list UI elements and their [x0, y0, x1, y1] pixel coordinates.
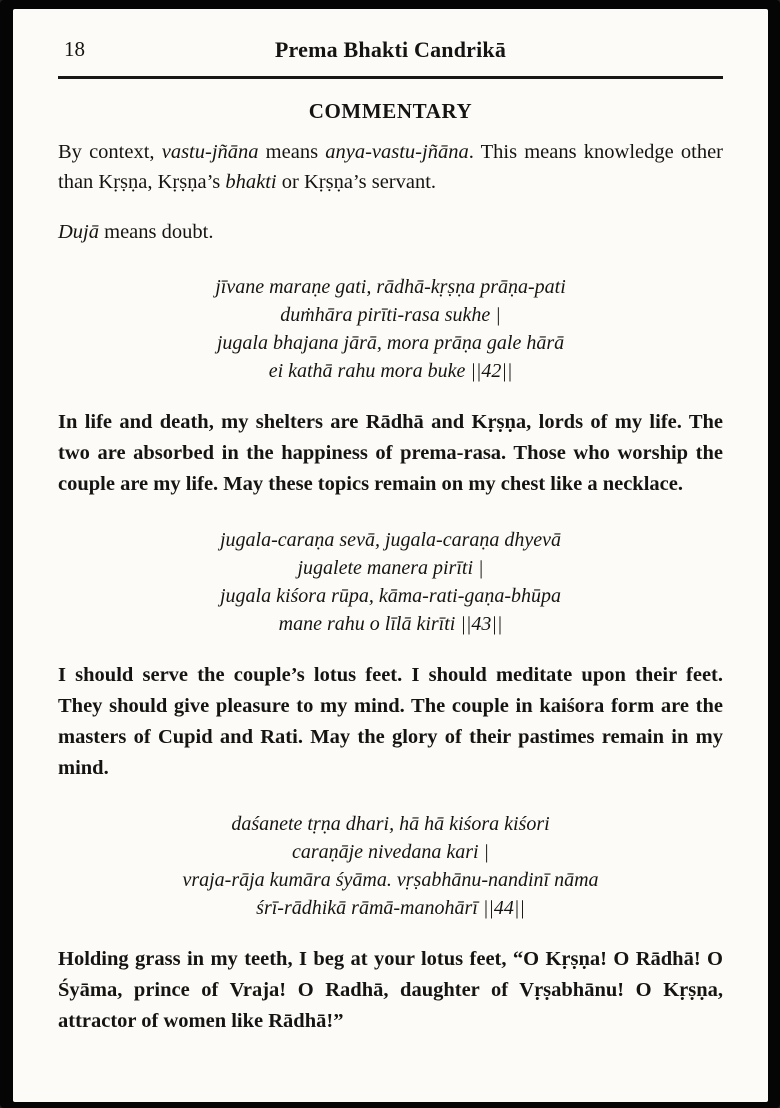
commentary-paragraph-context: By context, vastu-jñāna means anya-vastu-jñāna. This means knowledge other than Kṛṣṇa, Kṛṣṇa’s bhakti or Kṛṣṇa’s servant.	[58, 141, 723, 193]
translation-paragraph-42: In life and death, my shelters are Rādhā and Kṛṣṇa, lords of my life. The two are absorbed in the happiness of prema-rasa. Those who worship the couple are my life. May these topics remain on my chest like a necklace.	[58, 411, 723, 495]
header-rule	[58, 76, 723, 79]
verse-42: jīvane maraṇe gati, rādhā-kṛṣṇa prāṇa-pati duṁhāra pirīti-rasa sukhe | jugala bhajana jārā, mora prāṇa gale hārā ei kathā rahu mora buke ||42||	[215, 276, 566, 382]
section-heading: COMMENTARY	[308, 99, 473, 123]
page-header	[58, 31, 723, 67]
commentary-paragraph-duja: Dujā means doubt.	[58, 221, 214, 243]
translation-paragraph-43: I should serve the couple’s lotus feet. I should meditate upon their feet. They should give pleasure to my mind. The couple in kaiśora form are the masters of Cupid and Rati. May the glory of their pastimes remain in my mind.	[58, 664, 723, 779]
verse-44: daśanete tṛṇa dhari, hā hā kiśora kiśori caraṇāje nivedana kari | vraja-rāja kumāra śyāma. vṛṣabhānu-nandinī nāma śrī-rādhikā rāmā-manohārī ||44||	[182, 813, 599, 919]
verse-43: jugala-caraṇa sevā, jugala-caraṇa dhyevā jugalete manera pirīti | jugala kiśora rūpa, kāma-rati-gaṇa-bhūpa mane rahu o līlā kirīti ||43||	[219, 529, 562, 635]
book-title: Prema Bhakti Candrikā	[274, 37, 507, 62]
page-number: 18	[64, 37, 85, 61]
translation-paragraph-44: Holding grass in my teeth, I beg at your lotus feet, “O Kṛṣṇa! O Rādhā! O Śyāma, prince of Vraja! O Radhā, daughter of Vṛṣabhānu! O Kṛṣṇa, attractor of women like Rādhā!”	[58, 948, 723, 1032]
book-page	[13, 9, 768, 1102]
